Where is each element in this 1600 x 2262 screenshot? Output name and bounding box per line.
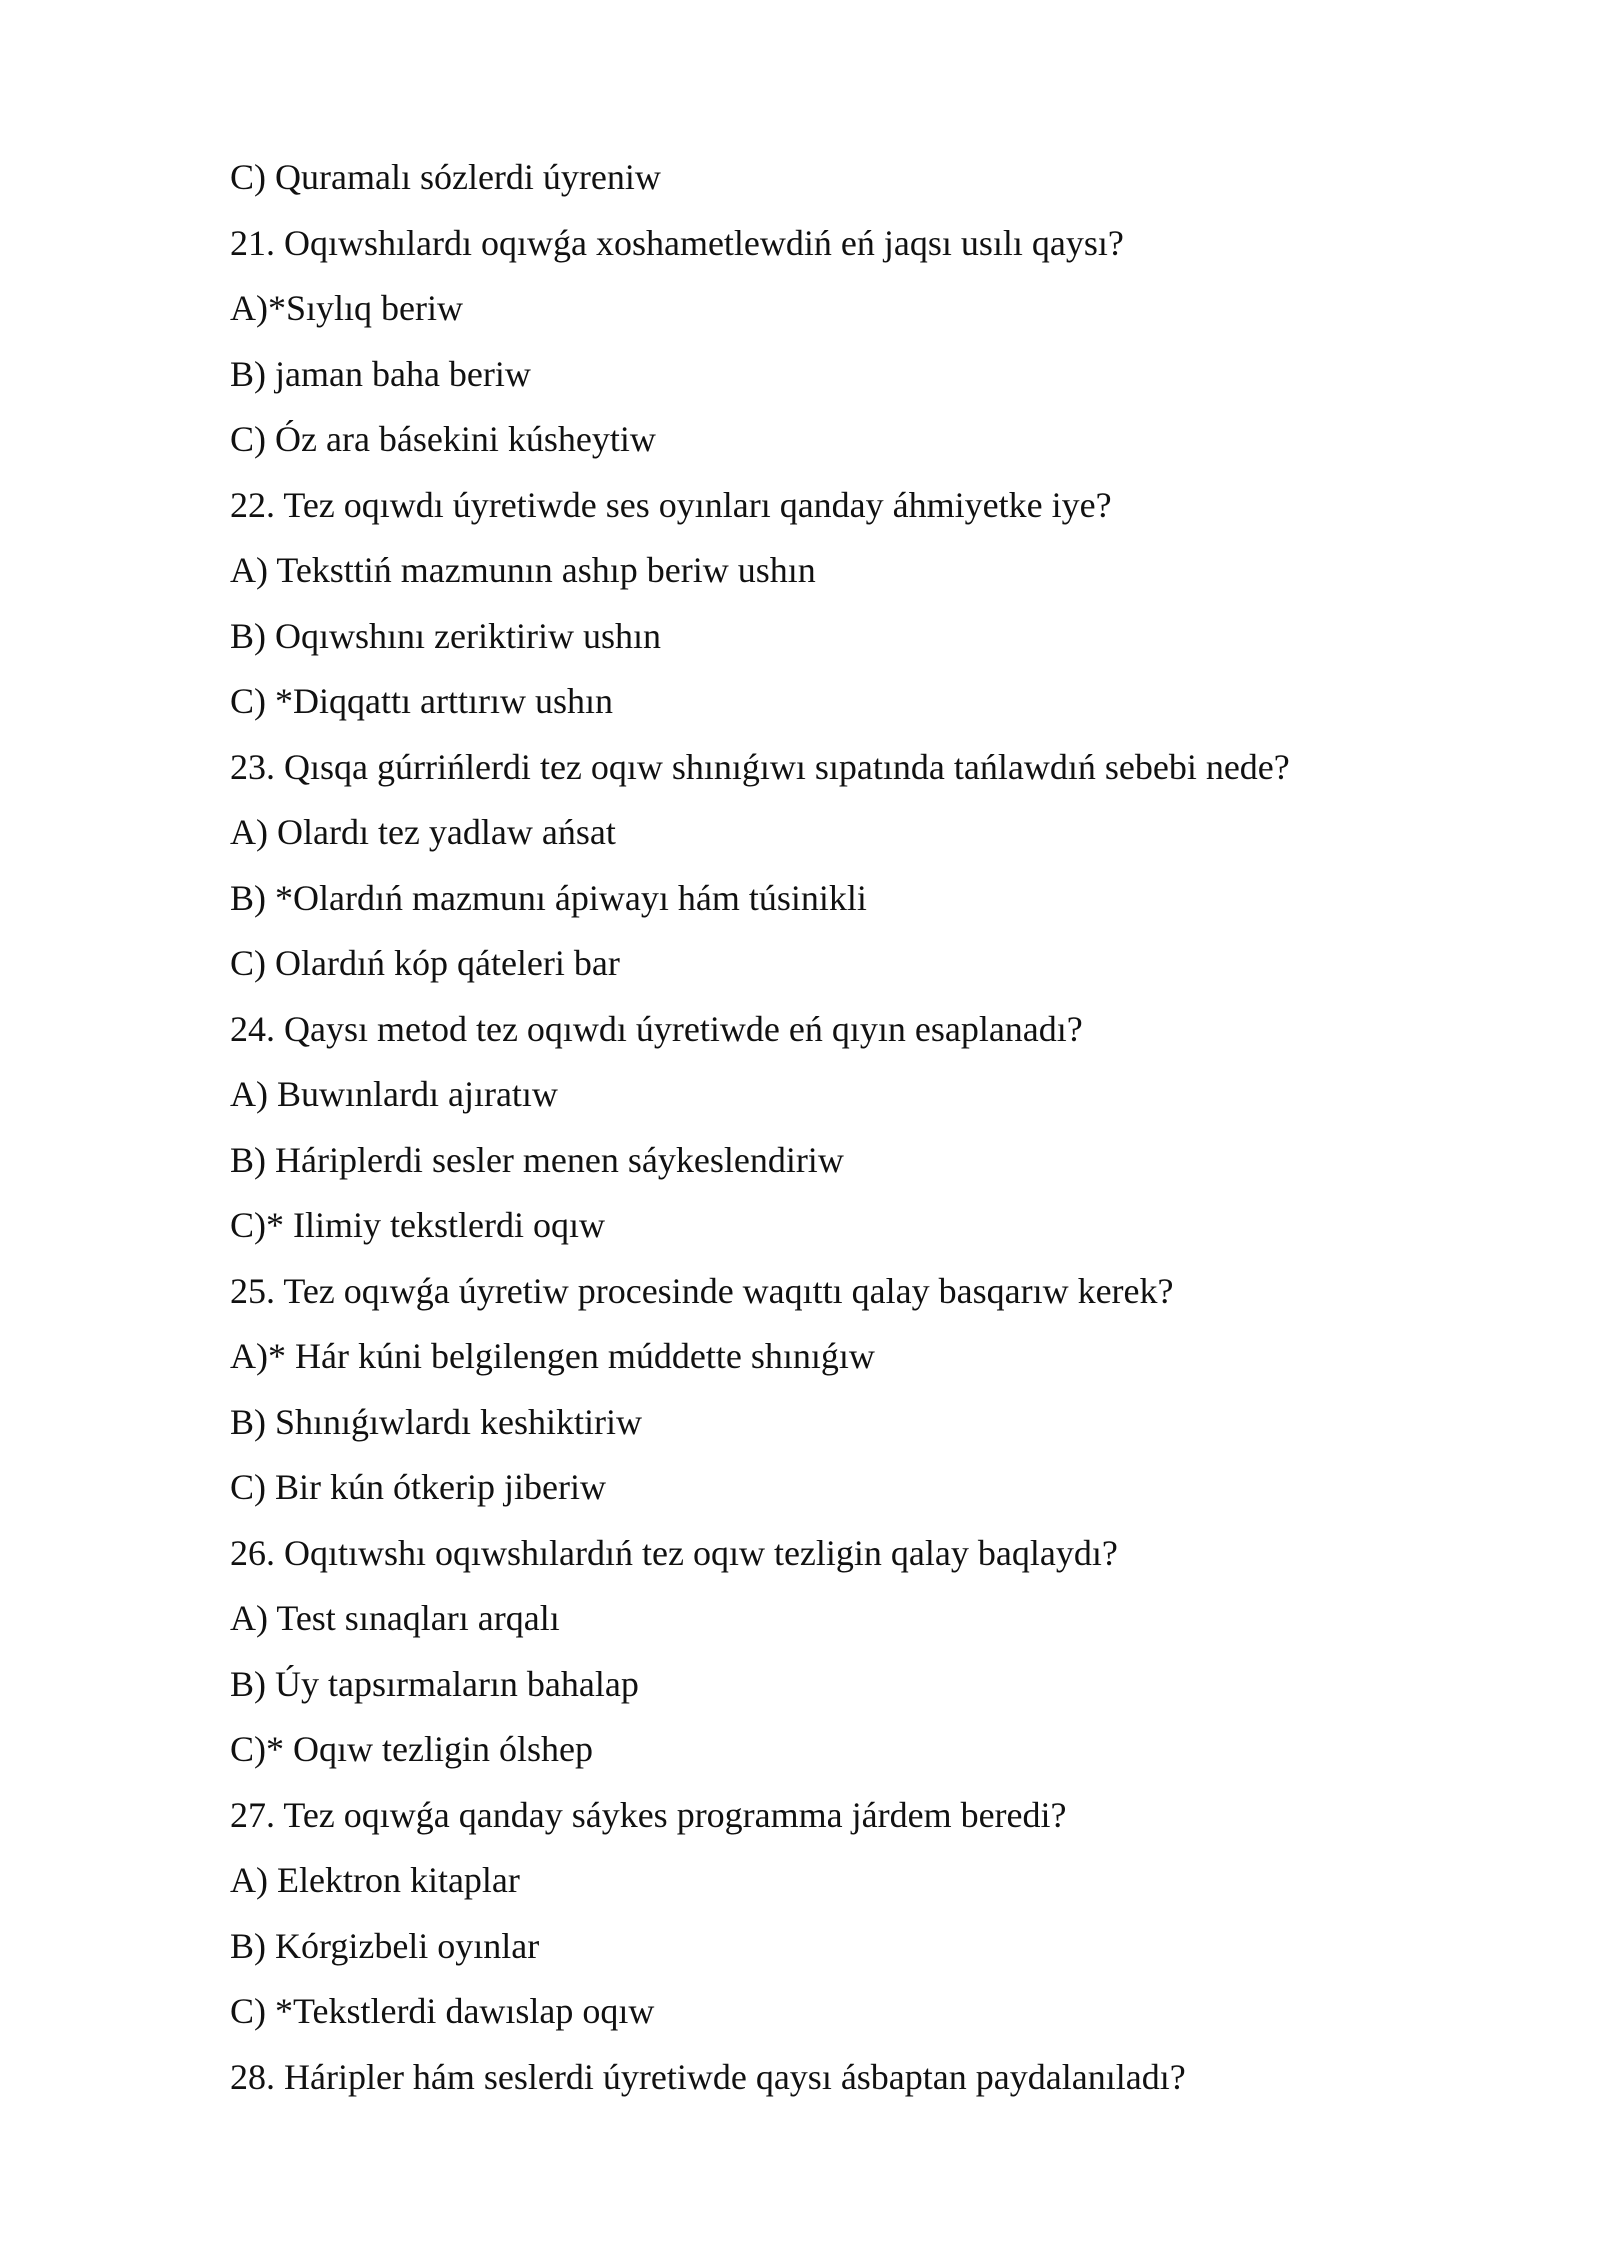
- answer-option-24a: A) Buwınlardı ajıratıw: [230, 1074, 558, 1114]
- question-28: 28. Háripler hám seslerdi úyretiwde qaysı ásbaptan paydalanıladı?: [230, 2056, 1186, 2097]
- question-27: 27. Tez oqıwǵa qanday sáykes programma járdem beredi?: [230, 1794, 1067, 1835]
- answer-option-24c: C)* Ilimiy tekstlerdi oqıw: [230, 1205, 605, 1245]
- answer-option-20c: C) Quramalı sózlerdi úyreniw: [230, 157, 661, 197]
- answer-option-26b: B) Úy tapsırmaların bahalap: [230, 1663, 639, 1704]
- answer-option-27b: B) Kórgizbeli oyınlar: [230, 1925, 540, 1966]
- answer-option-22b: B) Oqıwshını zeriktiriw ushın: [230, 615, 661, 656]
- question-25: 25. Tez oqıwǵa úyretiw procesinde waqıttı qalay basqarıw kerek?: [230, 1270, 1174, 1311]
- question-list: [230, 150, 1530, 2115]
- question-26: 26. Oqıtıwshı oqıwshılardıń tez oqıw tezligin qalay baqlaydı?: [230, 1532, 1118, 1573]
- answer-option-25c: C) Bir kún ótkerip jiberiw: [230, 1467, 606, 1507]
- question-23: 23. Qısqa gúrrińlerdi tez oqıw shınıǵıwı sıpatında tańlawdıń sebebi nede?: [230, 746, 1290, 787]
- answer-option-23c: C) Olardıń kóp qáteleri bar: [230, 943, 620, 983]
- answer-option-21a: A)*Sıylıq beriw: [230, 288, 463, 328]
- answer-option-26a: A) Test sınaqları arqalı: [230, 1598, 560, 1638]
- answer-option-26c: C)* Oqıw tezligin ólshep: [230, 1729, 593, 1769]
- answer-option-23a: A) Olardı tez yadlaw ańsat: [230, 812, 616, 852]
- answer-option-21b: B) jaman baha beriw: [230, 353, 531, 394]
- question-22: 22. Tez oqıwdı úyretiwde ses oyınları qanday áhmiyetke iye?: [230, 484, 1112, 525]
- question-24: 24. Qaysı metod tez oqıwdı úyretiwde eń qıyın esaplanadı?: [230, 1008, 1083, 1049]
- answer-option-23b: B) *Olardıń mazmunı ápiwayı hám túsinikli: [230, 877, 867, 918]
- answer-option-25b: B) Shınıǵıwlardı keshiktiriw: [230, 1401, 642, 1442]
- answer-option-24b: B) Háriplerdi sesler menen sáykeslendiriw: [230, 1139, 844, 1180]
- answer-option-22a: A) Teksttiń mazmunın ashıp beriw ushın: [230, 550, 816, 590]
- answer-option-27a: A) Elektron kitaplar: [230, 1860, 520, 1900]
- answer-option-21c: C) Óz ara básekini kúsheytiw: [230, 419, 656, 459]
- question-21: 21. Oqıwshılardı oqıwǵa xoshametlewdiń eń jaqsı usılı qaysı?: [230, 222, 1124, 263]
- answer-option-25a: A)* Hár kúni belgilengen múddette shınıǵıw: [230, 1336, 875, 1376]
- answer-option-27c: C) *Tekstlerdi dawıslap oqıw: [230, 1991, 655, 2031]
- answer-option-22c: C) *Diqqattı arttırıw ushın: [230, 681, 613, 721]
